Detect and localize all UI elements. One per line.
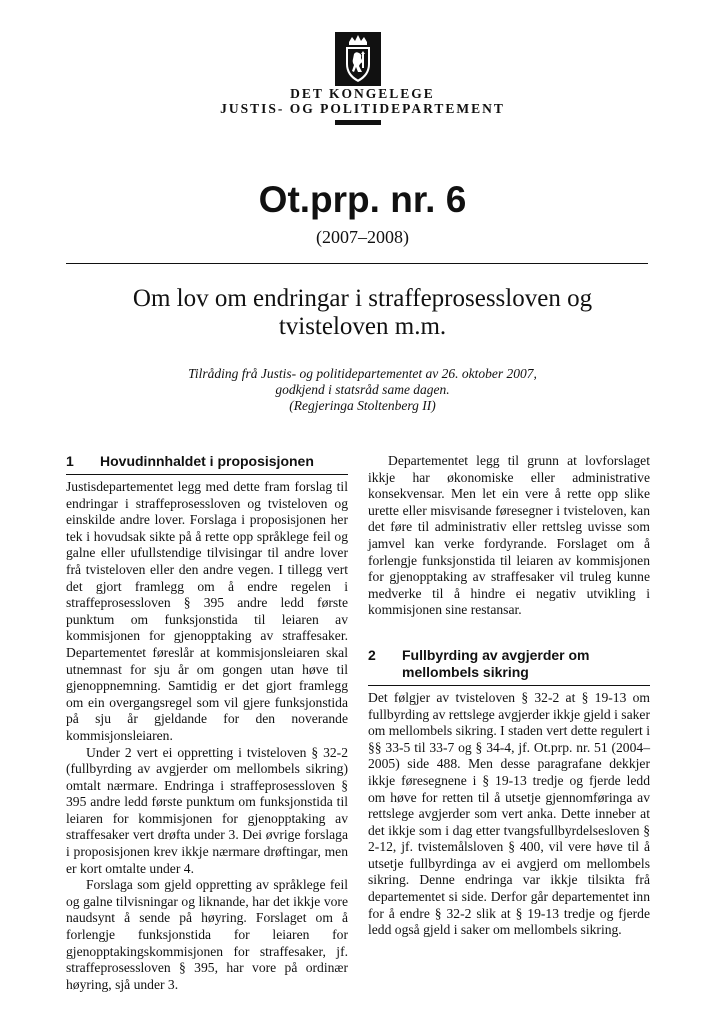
section-number: 2 <box>368 646 376 663</box>
section-title: Hovudinnhaldet i proposisjonen <box>100 453 314 469</box>
right-column <box>368 453 650 939</box>
section-2-heading <box>368 647 650 681</box>
section-title-line-1: Fullbyrding av avgjerder om <box>402 646 590 663</box>
section-title-line-2: mellombels sikring <box>402 663 529 680</box>
title-line-2: tvisteloven m.m. <box>278 313 447 340</box>
section-number: 1 <box>66 453 74 469</box>
session-years: (2007–2008) <box>316 227 409 247</box>
document-number: Ot.prp. nr. 6 <box>258 179 467 220</box>
coat-of-arms-icon <box>335 32 381 86</box>
left-column <box>66 453 348 993</box>
section-title <box>402 647 650 681</box>
title-divider <box>66 263 648 264</box>
ministry-line-2: JUSTIS- OG POLITIDEPARTEMENT <box>220 101 505 116</box>
paragraph: Forslaga som gjeld oppretting av språklege feil og galne tilvisningar og liknande, har det ikkje vore naudsynt å sende på høyring. Forslaget om å forlengje funksjonstida for leiaren for gjenopptakingskommisjonen for straffesaker, jf. straffeprosessloven § 395, har vore på ordinær høyring, sjå under 3. <box>66 877 348 992</box>
ministry-line-1: DET KONGELEGE <box>290 86 435 101</box>
section-heading-rule <box>368 685 650 686</box>
paragraph: Justisdepartementet legg med dette fram forslag til endringar i straffeprosessloven og tvisteloven og einskilde andre lover. Forslaga i proposisjonen her tek i hovudsak sikte på å rette opp språklege feil og galne eller ufullstendige tilvisingar til andre lover frå tvisteloven eller den andre vegen. I tillegg vert det gjort framlegg om å endre regelen i straffeprosessloven § 395 andre ledd første punktum om funksjonstida til leiaren av kommisjonen for gjenopptaking av straffesaker. Departementet føreslår at kommisjonsleiaren skal utnemnast for sju år om gongen utan høve til gjenoppnemning. Samtidig er det gjort framlegg om ein overgangsregel som vil gjere funksjonstida på sju år gjeldande for den noverande kommisjonsleiaren. <box>66 479 348 743</box>
document-title <box>80 285 645 341</box>
ministry-underline <box>335 120 381 125</box>
title-line-1: Om lov om endringar i straffeprosessloven og <box>132 285 593 312</box>
paragraph: Under 2 vert ei oppretting i tvisteloven § 32-2 (fullbyrding av avgjerder om mellombels sikring) omtalt nærmare. Endringa i straffeprosessloven § 395 andre ledd første punktum om funksjonstida til leiaren for kommisjonen for gjenopptaking av straffesaker vert drøfta under 3. Dei øvrige forslaga i proposisjonen krev ikkje nærmare drøftingar, men er kort omtalte under 4. <box>66 744 348 876</box>
recommendation-line-3: (Regjeringa Stoltenberg II) <box>289 398 436 413</box>
section-1-heading <box>66 453 348 470</box>
ministry-name <box>0 86 725 116</box>
recommendation-note <box>0 366 725 414</box>
section-heading-rule <box>66 474 348 475</box>
recommendation-line-2: godkjend i statsråd same dagen. <box>275 382 450 397</box>
recommendation-line-1: Tilråding frå Justis- og politidepartementet av 26. oktober 2007, <box>188 366 537 381</box>
paragraph: Departementet legg til grunn at lovforslaget ikkje har økonomiske eller administrative konsekvensar. Men let ein vere å rette opp slike urette eller misvisande føresegner i tvisteloven, kan det føre til administrativ eller rettsleg uvisse som jamvel kan verke fordyrande. Forslaget om å forlengje funksjonstida til leiaren av kommisjonen for gjenopptaking av straffesaker vil truleg kunne medverke til å hindre ei negativ utvikling i kommisjonen sine restansar. <box>368 453 650 618</box>
paragraph: Det følgjer av tvisteloven § 32-2 at § 19-13 om fullbyrding av rettslege avgjerder ikkje gjeld i saker om mellombels sikring. I staden vert dette regulert i §§ 33-5 til 33-7 og § 34-4, jf. Ot.prp. nr. 51 (2004–2005) side 488. Men desse paragrafane dekkjer ikkje føresegnene i § 19-13 tredje og fjerde ledd om høve for retten til å utsetje gjennomføringa av rettslege avgjerder som vert anka. Dette inneber at det ikkje som i dag etter tvangsfullbyrdelsesloven § 2-12, jf. tvistemålsloven § 400, vil vere høve til å utsetje fullbyrdinga av ei avgjerd om mellombels sikring. Denne endringa var ikkje tilsikta frå departementet si side. Derfor går departementet inn for å endre § 32-2 slik at § 19-13 tredje og fjerde ledd også gjeld i saker om mellombels sikring. <box>368 689 650 938</box>
